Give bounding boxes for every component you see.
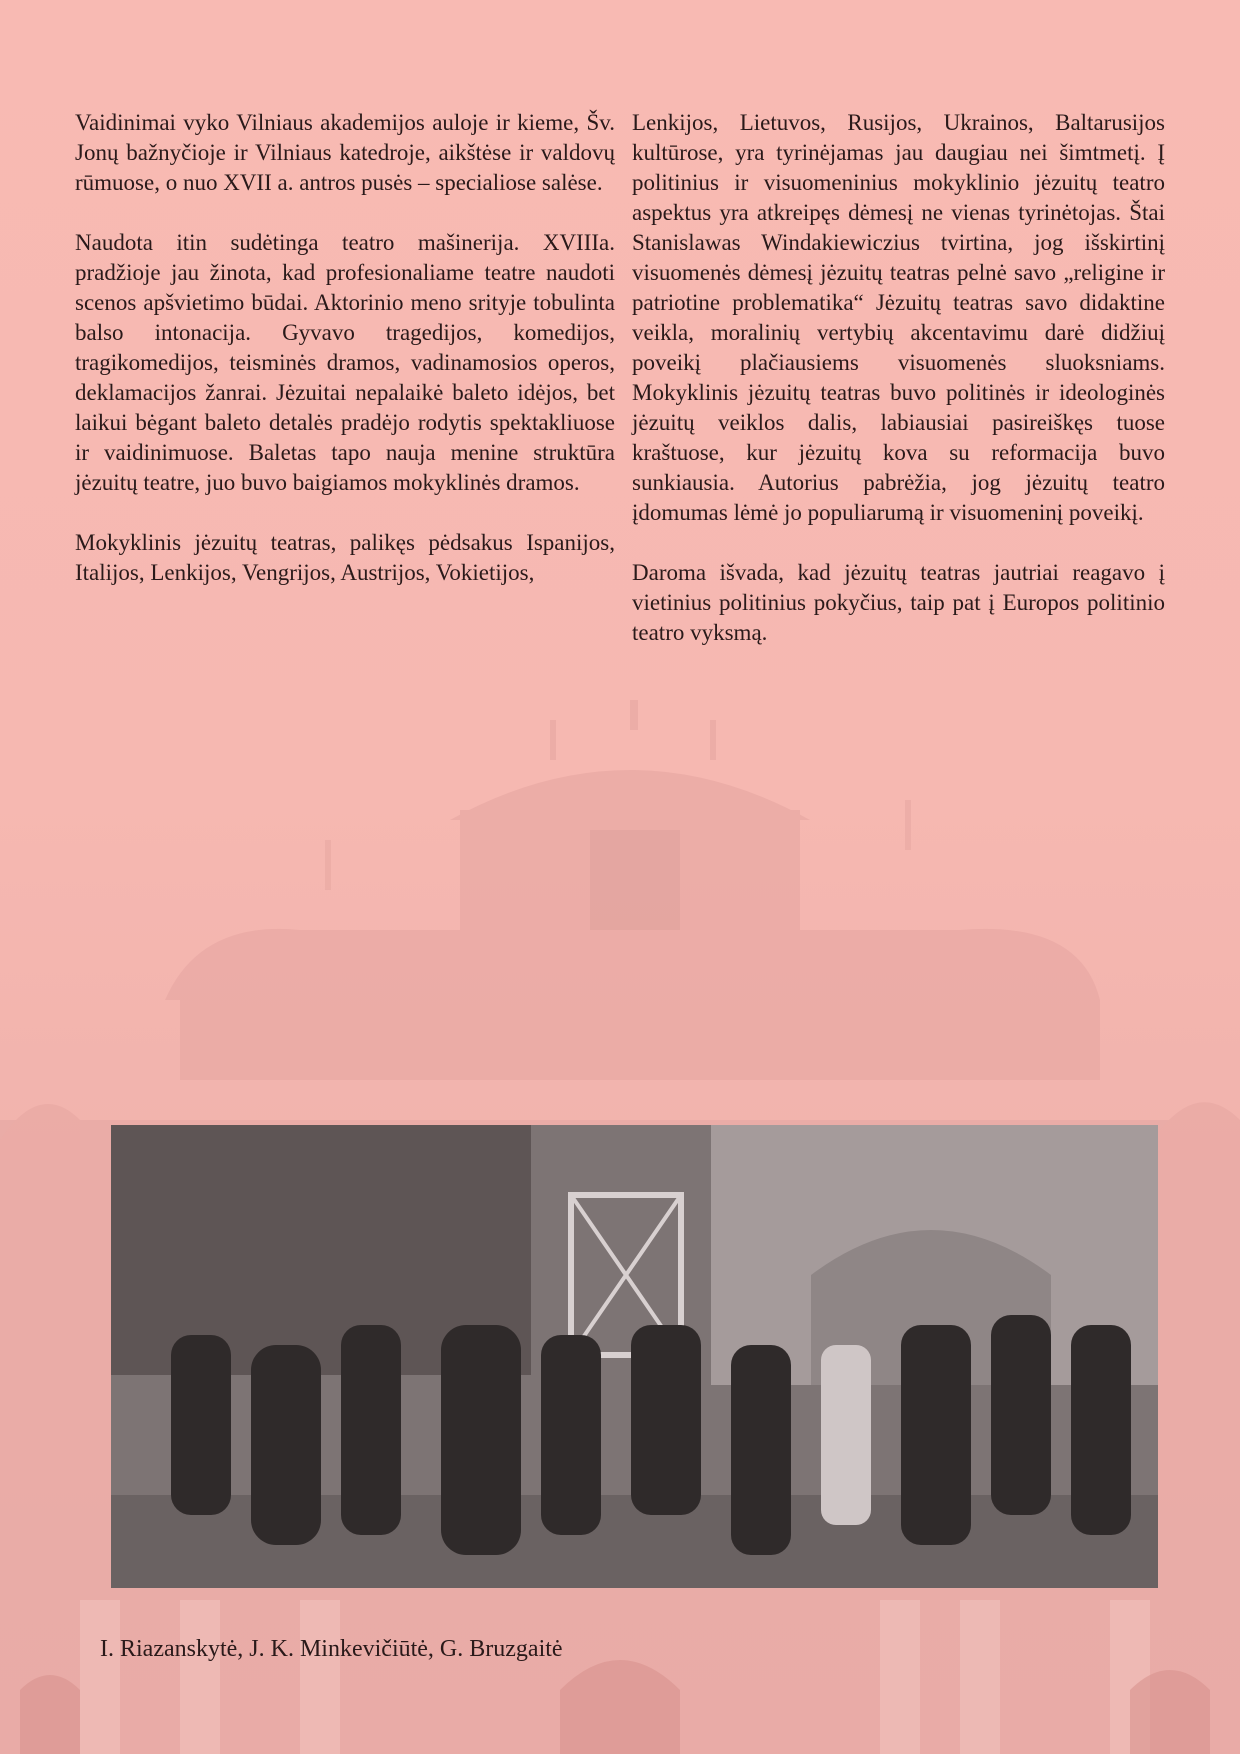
paragraph: Mokyklinis jėzuitų teatras, palikęs pėdsakus Ispanijos, Italijos, Lenkijos, Vengrijos, Austrijos, Vokietijos, [75,530,615,585]
theatre-photograph [111,1125,1158,1588]
text-column-right [632,108,1165,678]
photo-scene [111,1125,1158,1588]
paragraph: Naudota itin sudėtinga teatro mašinerija. XVIIIa. pradžioje jau žinota, kad profesionaliame teatre naudoti scenos apšvietimo būdai. Aktorinio meno srityje tobulinta balso intonacija. Gyvavo tragedijos, komedijos, tragikomedijos, teisminės dramos, vadinamosios operos, deklamacijos žanrai. Jėzuitai nepalaikė baleto idėjos, bet laikui bėgant baleto detalės pradėjo rodytis spektakliuose ir vaidinimuose. Baletas tapo nauja menine struktūra jėzuitų teatre, juo buvo baigiamos mokyklinės dramos. [75,230,615,495]
author-caption: I. Riazanskytė, J. K. Minkevičiūtė, G. Bruzgaitė [100,1636,563,1662]
paragraph: Daroma išvada, kad jėzuitų teatras jautriai reagavo į vietinius politinius pokyčius, taip pat į Europos politinio teatro vyksmą. [632,560,1165,645]
cross-ornament-center [605,700,663,730]
text-column-left [75,108,615,618]
paragraph: Lenkijos, Lietuvos, Rusijos, Ukrainos, Baltarusijos kultūrose, yra tyrinėjamas jau daugiau nei šimtmetį. Į politinius ir visuomeninius mokyklinio jėzuitų teatro aspektus yra atkreipęs dėmesį ne vienas tyrinėtojas. Štai Stanislawas Windakiewiczius tvirtina, jog išskirtinį visuomenės dėmesį jėzuitų teatras pelnė savo „religine ir patriotine problematika“ Jėzuitų teatras savo didaktine veikla, moralinių vertybių akcentavimu darė didžiuį poveikį plačiausiems visuomenės sluoksniams. Mokyklinis jėzuitų teatras buvo politinės ir ideologinės jėzuitų veiklos dalis, labiausiai pasireiškęs tuose kraštuose, kur jėzuitų kova su reformacija buvo sunkiausia. Autorius pabrėžia, jog jėzuitų teatro įdomumas lėmė jo populiarumą ir visuomeninį poveikį. [632,110,1165,525]
paragraph: Vaidinimai vyko Vilniaus akademijos auloje ir kieme, Šv. Jonų bažnyčioje ir Vilniaus katedroje, aikštėse ir valdovų rūmuose, o nuo XVII a. antros pusės – specialiose salėse. [75,110,615,195]
